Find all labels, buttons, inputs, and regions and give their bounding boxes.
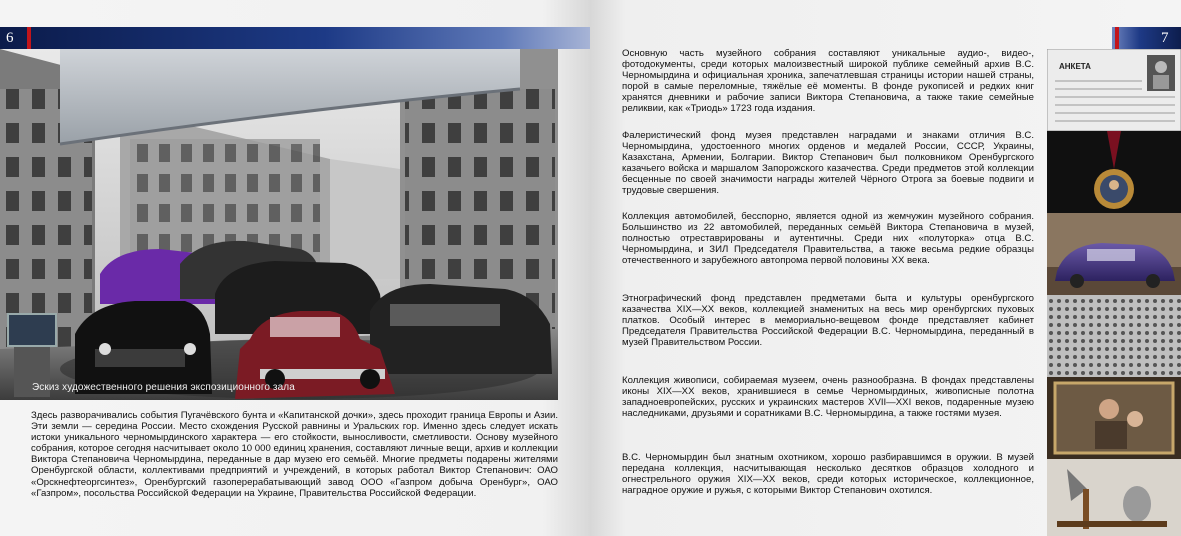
questionnaire-heading: АНКЕТА (1059, 62, 1091, 71)
archive-paragraph: Основную часть музейного собрания составляют уникальные аудио-, видео-, фотодокументы, среди которых малоизвестный широкой публике семейный архив В.С. Черномырдина и официальная хроника, запечатлевшая страницы истории нашей страны, порой в самые переломные, тяжёлые её моменты. В фонде рукописей и редких книг хранятся дневники и рабочие записи Виктора Степановича, а также такие семейные реликвии, как «Триодь» 1723 года издания. (622, 48, 1034, 115)
weapons-paragraph: В.С. Черномырдин был знатным охотником, хорошо разбиравшимся в оружии. В музей передана коллекция, насчитывающая несколько десятков образцов холодного и огнестрельного оружия XIX—XX веков, среди которых историческое, коллекционное, наградное оружие и ружья, с которыми Виктор Степанович охотился. (622, 452, 1034, 497)
page-number: 7 (1161, 30, 1169, 46)
header-accent (1115, 27, 1119, 49)
left-page (0, 0, 590, 536)
intro-paragraph: Здесь разворачивались события Пугачёвского бунта и «Капитанской дочки», здесь проходит граница Европы и Азии. Эти земли — середина России. Место схождения Русской равнины и Уральских гор. Именно здесь следует искать истоки уникального черномырдинского характера — его стойкости, выносливости, сметливости. Основу музейного собрания, которое сегодня насчитывает около 10 000 единиц хранения, составляют личные вещи, архив и коллекции Виктора Степановича Черномырдина, переданные в дар музею его семьёй. Многие предметы подарены жителями Оренбургской области, коллективами предприятий и учреждений, в которых работал Виктор Степанович: ОАО «Орскнефтеоргсинтез», Оренбургский газоперерабатывающий завод ООО «Газпром добыча Оренбург», ОАО «Газпром», посольства Российской Федерации на Украине, Правительства Российской Федерации. (31, 410, 558, 499)
header-bar (0, 27, 590, 49)
medal-photo (1047, 131, 1181, 213)
page-number: 6 (6, 30, 14, 46)
header-accent (27, 27, 31, 49)
painting-photo (1047, 377, 1181, 459)
collection-photos (1047, 49, 1181, 536)
cars-paragraph: Коллекция автомобилей, бесспорно, является одной из жемчужин музейного собрания. Большинство из 22 автомобилей, переданных семьёй Виктора Степановича в музей, полностью отреставрированы и аутентичны. Среди них «полуторка» отца В.С. Черномырдина, и ЗИЛ Председателя Правительства, а также весьма редкие образцы отечественного и зарубежного автопрома первой половины ХХ века. (622, 211, 1034, 267)
weapons-photo (1047, 459, 1181, 536)
painting-paragraph: Коллекция живописи, собираемая музеем, очень разнообразна. В фондах представлены иконы XIX—XX веков, хранившиеся в семье Черномырдиных, живописные полотна западноевропейских, русских и украинских мастеров XVII—XXI веков, подаренные музею наследниками, друзьями и соратниками В.С. Черномырдина, а также гостями музея. (622, 375, 1034, 420)
ethnography-paragraph: Этнографический фонд представлен предметами быта и культуры оренбургского казачества XIX—XX веков, коллекцией знаменитых на весь мир оренбургских пуховых платков. Особый интерес в мемориально-вещевом фонде представляет кабинет Председателя Правительства Российской Федерации В.С. Черномырдина, переданный в музей Правительством России. (622, 293, 1034, 349)
car-photo (1047, 213, 1181, 295)
questionnaire-photo (1047, 49, 1181, 131)
figure-caption: Эскиз художественного решения экспозиционного зала (32, 382, 295, 393)
exhibition-hall-sketch (0, 49, 558, 400)
shawl-photo (1047, 295, 1181, 377)
header-bar (1112, 27, 1181, 49)
phaleristics-paragraph: Фалеристический фонд музея представлен наградами и знаками отличия В.С. Черномырдина, удостоенного многих орденов и медалей России, СССР, Украины, Казахстана, Армении, Болгарии. Виктор Степанович был полковником Оренбургского казачьего войска и маршалом Запорожского казачества. Среди предметов этой коллекции бесценные по своей значимости награды жителей Чёрного Отрога за боевые подвиги и трудовые свершения. (622, 130, 1034, 197)
